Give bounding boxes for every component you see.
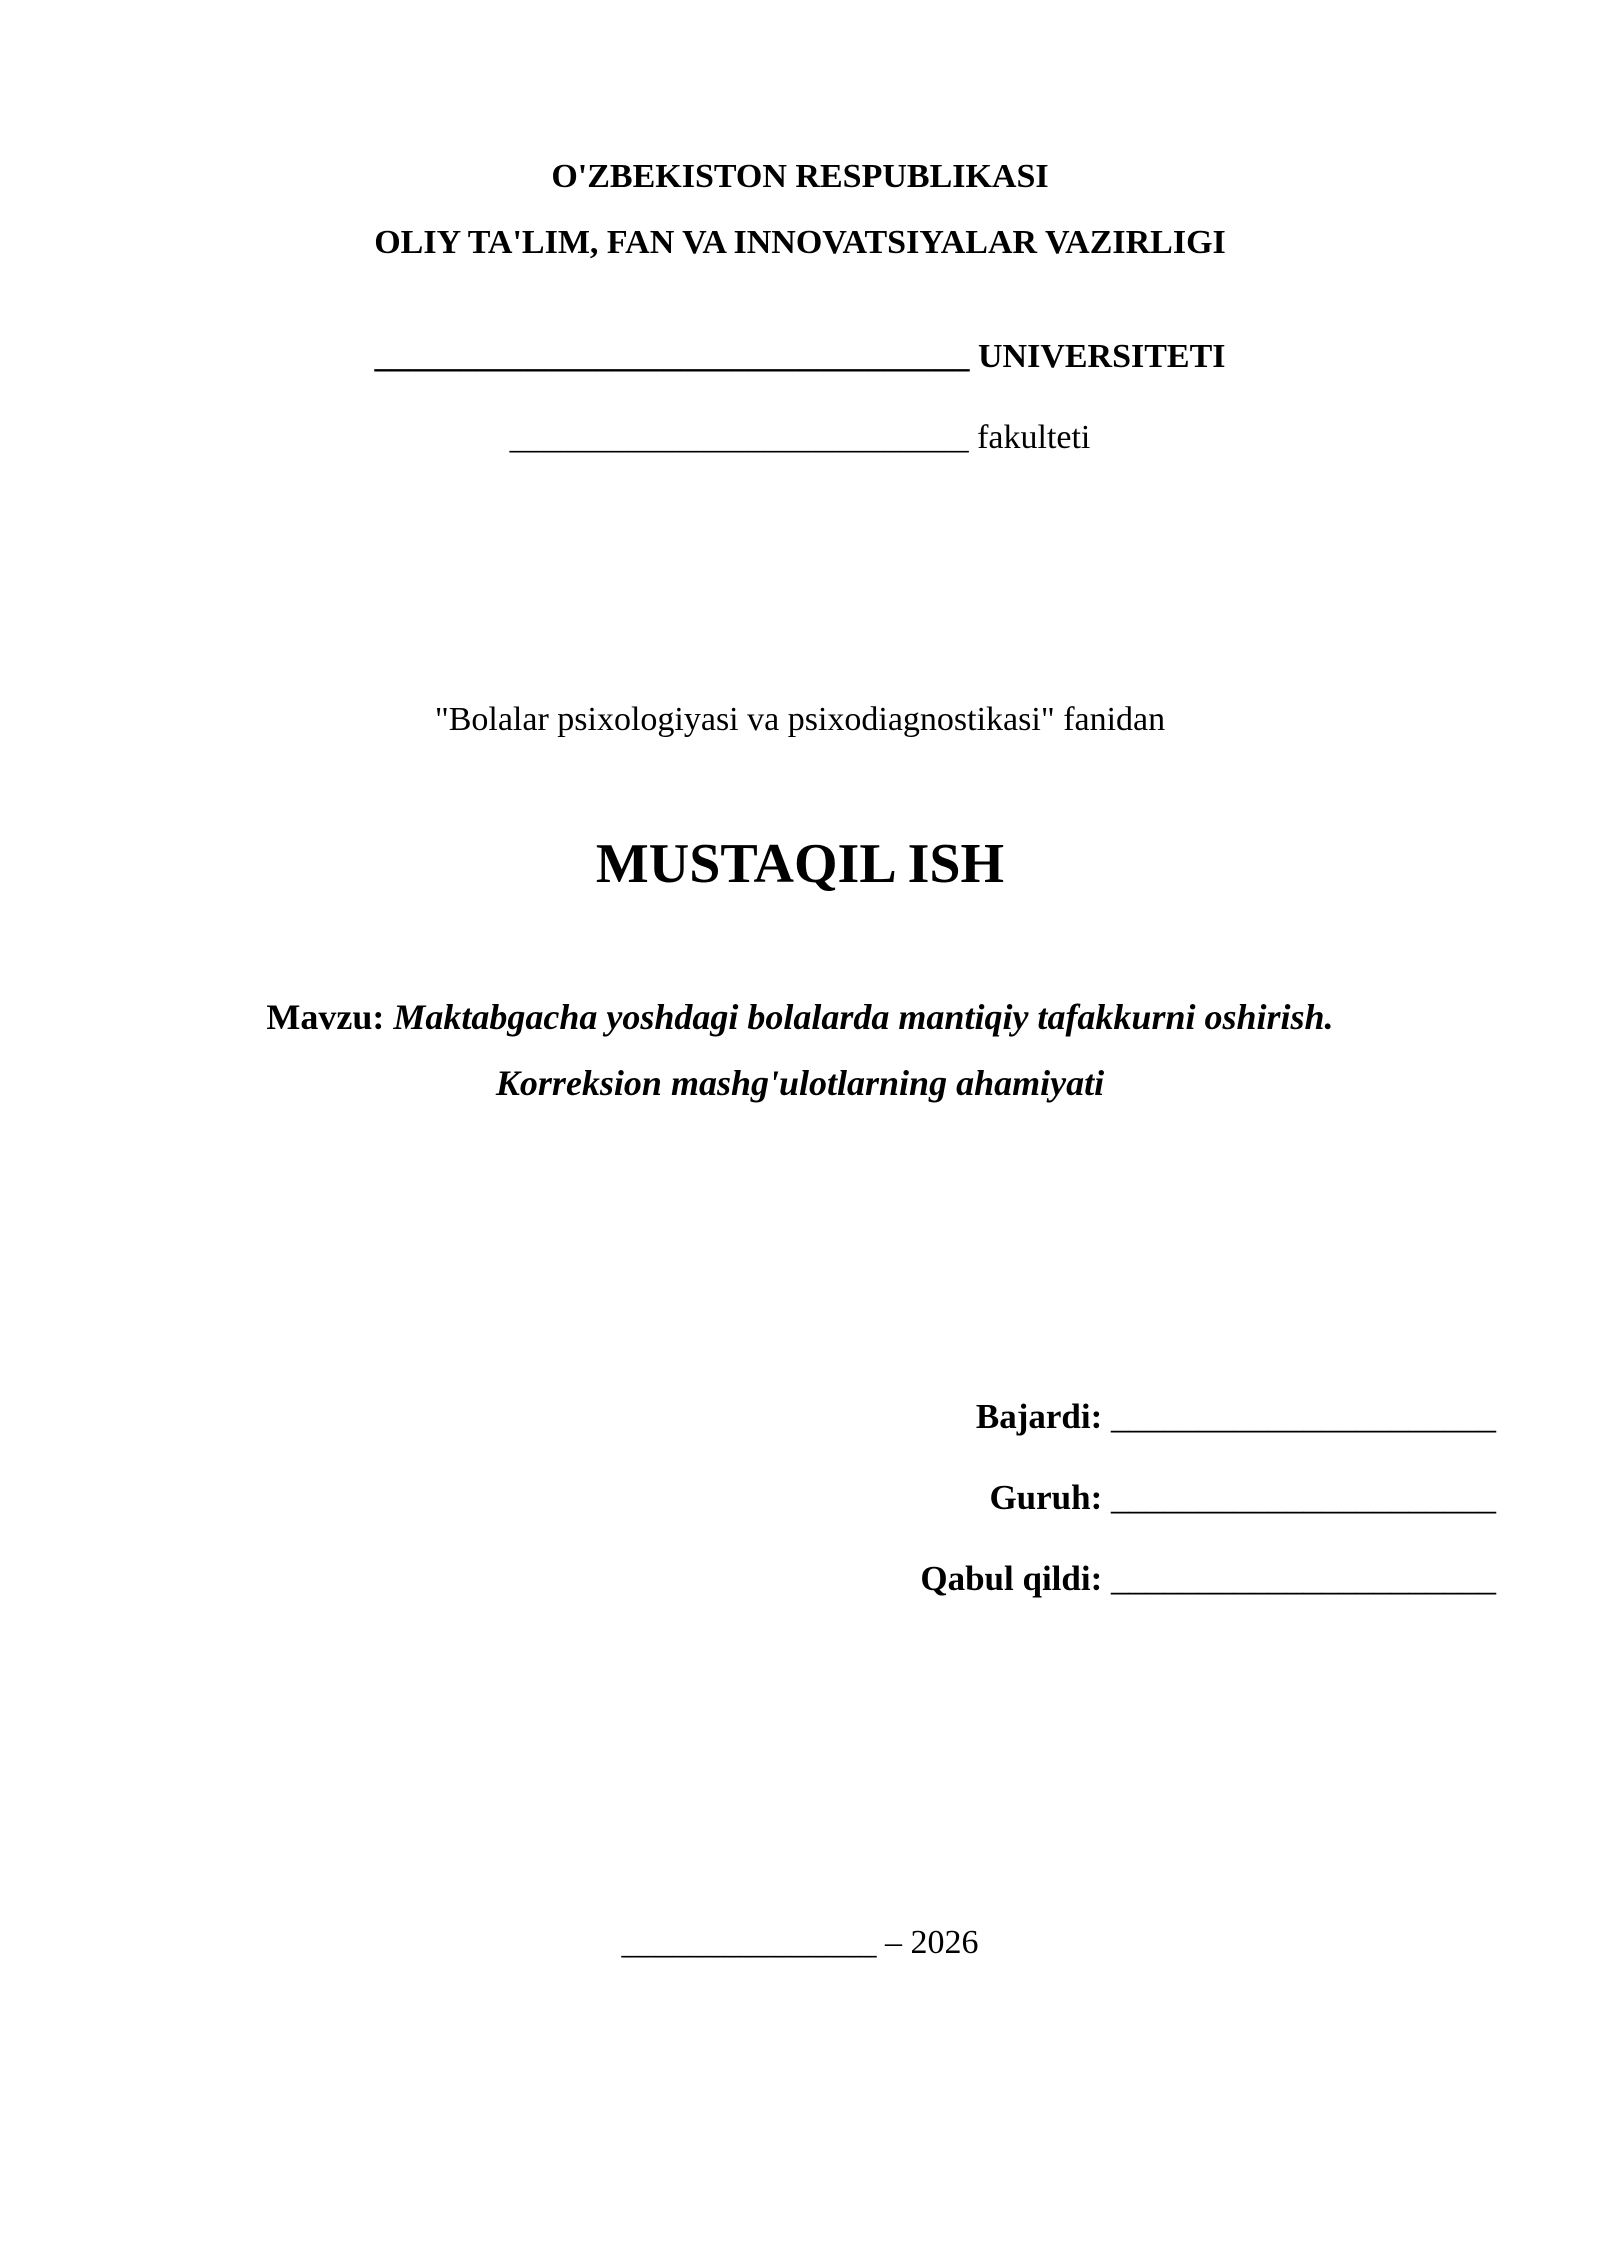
signature-group	[596, 1480, 1496, 1515]
faculty-line	[0, 421, 1600, 455]
signature-blank: ______________________	[1111, 1478, 1496, 1517]
signature-blank: ______________________	[1111, 1397, 1496, 1436]
signature-label: Guruh:	[989, 1478, 1103, 1517]
university-label: UNIVERSITETI	[977, 338, 1226, 375]
ministry-heading: OLIY TA'LIM, FAN VA INNOVATSIYALAR VAZIRLIGI	[374, 224, 1226, 261]
faculty-blank: ___________________________	[509, 419, 969, 456]
place-blank: _______________	[621, 1924, 877, 1961]
country-heading: O'ZBEKISTON RESPUBLIKASI	[551, 158, 1049, 195]
university-line	[0, 340, 1600, 374]
document-title: MUSTAQIL ISH	[595, 833, 1005, 895]
university-blank: ___________________________________	[374, 338, 970, 375]
signature-blank: ______________________	[1111, 1559, 1496, 1598]
topic-line-2: Korreksion mashg'ulotlarning ahamiyati	[495, 1063, 1105, 1103]
signature-label: Qabul qildi:	[920, 1559, 1103, 1598]
place-year-line	[0, 1926, 1600, 1960]
faculty-label: fakulteti	[977, 419, 1091, 456]
subject-line: "Bolalar psixologiyasi va psixodiagnostikasi" fanidan	[434, 701, 1166, 738]
signature-performed-by	[596, 1399, 1496, 1434]
signature-label: Bajardi:	[975, 1397, 1103, 1436]
topic-line-1	[0, 999, 1600, 1035]
topic-text-1: Maktabgacha yoshdagi bolalarda mantiqiy tafakkurni oshirish.	[393, 997, 1334, 1037]
topic-label: Mavzu:	[266, 997, 385, 1037]
year-text: – 2026	[885, 1924, 979, 1961]
signature-accepted-by	[596, 1561, 1496, 1596]
